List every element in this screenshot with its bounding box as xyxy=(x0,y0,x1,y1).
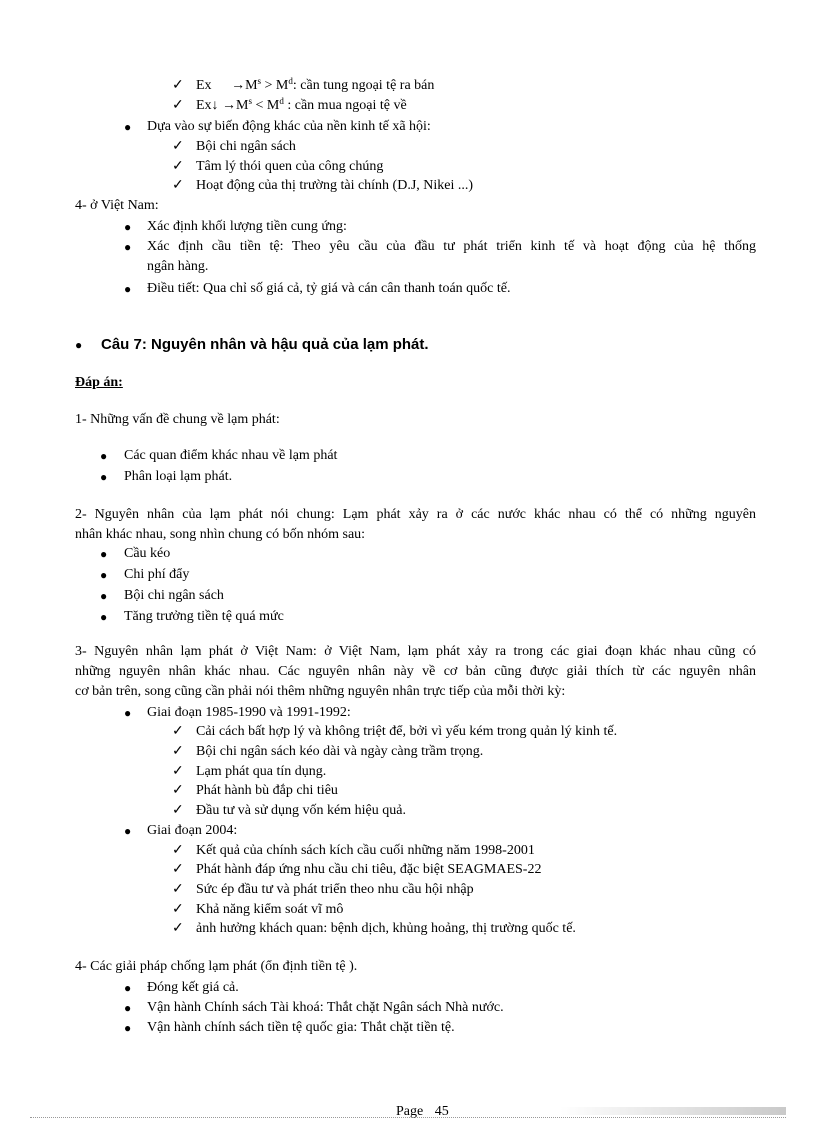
bullet-icon: ● xyxy=(100,589,108,603)
arrow-icon: → xyxy=(231,78,246,93)
check-icon: ✓ xyxy=(172,78,184,93)
check-icon: ✓ xyxy=(172,724,184,739)
bullet-icon: ● xyxy=(124,1021,132,1035)
list-item: Tăng trưởng tiền tệ quá mức xyxy=(124,609,284,624)
other-factors-title: Dựa vào sự biến động khác của nền kinh tế xã hội: xyxy=(147,119,431,134)
list-item: Phân loại lạm phát. xyxy=(124,469,233,484)
list-item: Đóng kết giá cả. xyxy=(147,980,239,995)
list-item: Các quan điểm khác nhau về lạm phát xyxy=(124,448,338,463)
list-item: Hoạt động của thị trường tài chính (D.J, Nikei ...) xyxy=(196,178,474,193)
list-item: Đầu tư và sử dụng vốn kém hiệu quả. xyxy=(196,803,406,818)
list-item: Bội chi ngân sách xyxy=(196,139,296,154)
list-item: Khả năng kiểm soát vĩ mô xyxy=(196,902,344,917)
list-item: Bội chi ngân sách kéo dài và ngày càng trầm trọng. xyxy=(196,744,484,759)
list-item: Chi phí đẩy xyxy=(124,567,190,582)
page-footer xyxy=(396,1103,449,1121)
list-item: Vận hành Chính sách Tài khoá: Thắt chặt Ngân sách Nhà nước. xyxy=(147,1000,504,1015)
question-title: Câu 7: Nguyên nhân và hậu quả của lạm phát. xyxy=(101,336,429,353)
section-3-line-2: những nguyên nhân khác nhau. Các nguyên nhân này về cơ bản cũng được giải thích từ các nguyên nhân xyxy=(75,664,756,679)
check-icon: ✓ xyxy=(172,882,184,897)
check-icon: ✓ xyxy=(172,178,184,193)
list-item: Vận hành chính sách tiền tệ quốc gia: Thắt chặt tiền tệ. xyxy=(147,1020,455,1035)
check-icon: ✓ xyxy=(172,783,184,798)
bullet-icon: ● xyxy=(100,568,108,582)
period-2-title: Giai đoạn 2004: xyxy=(147,823,238,838)
check-icon: ✓ xyxy=(172,902,184,917)
section-3-line-3: cơ bản trên, song cũng cần phải nói thêm những nguyên nhân trực tiếp của mỗi thời kỳ: xyxy=(75,684,566,699)
bullet-icon: ● xyxy=(75,338,83,352)
list-item: Tâm lý thói quen của công chúng xyxy=(196,159,384,174)
bullet-icon: ● xyxy=(124,981,132,995)
list-item: ảnh hưởng khách quan: bệnh dịch, khủng hoảng, thị trường quốc tế. xyxy=(196,921,576,936)
list-item: Kết quả của chính sách kích cầu cuối những năm 1998-2001 xyxy=(196,843,535,858)
bullet-icon: ● xyxy=(124,706,132,720)
section-4-title: 4- Các giải pháp chống lạm phát (ổn định tiền tệ ). xyxy=(75,959,358,974)
check-icon: ✓ xyxy=(172,139,184,154)
page-number: 45 xyxy=(434,1104,449,1119)
bullet-icon: ● xyxy=(100,547,108,561)
section-2-line-1: 2- Nguyên nhân của lạm phát nói chung: Lạm phát xảy ra ở các nước khác nhau có thể có những nguyên xyxy=(75,507,756,522)
section-2-line-2: nhân khác nhau, song nhìn chung có bốn nhóm sau: xyxy=(75,527,366,542)
check-icon: ✓ xyxy=(172,862,184,877)
list-item: Cải cách bất hợp lý và không triệt để, bởi vì yếu kém trong quản lý kinh tế. xyxy=(196,724,618,739)
list-item: Điều tiết: Qua chỉ số giá cả, tỷ giá và cán cân thanh toán quốc tế. xyxy=(147,281,511,296)
exchange-up-line: $Ex \to M^s > M^d$: cần tung ngoại tệ ra bán xyxy=(196,76,435,93)
vietnam-title: 4- ở Việt Nam: xyxy=(75,198,159,213)
check-icon: ✓ xyxy=(172,764,184,779)
footer-rule xyxy=(30,1117,786,1118)
check-icon: ✓ xyxy=(172,921,184,936)
answer-label: Đáp án: xyxy=(75,375,123,390)
list-item: Bội chi ngân sách xyxy=(124,588,224,603)
exchange-down-line: Ex↓ $\to M^s < M^d$ : cần mua ngoại tệ về xyxy=(196,96,407,113)
check-icon: ✓ xyxy=(172,803,184,818)
bullet-icon: ● xyxy=(124,282,132,296)
section-3-line-1: 3- Nguyên nhân lạm phát ở Việt Nam: ở Việt Nam, lạm phát xảy ra trong các giai đoạn khác nhau cũng có xyxy=(75,644,756,659)
list-item: Phát hành bù đắp chi tiêu xyxy=(196,783,338,798)
check-icon: ✓ xyxy=(172,744,184,759)
list-item: Cầu kéo xyxy=(124,546,171,561)
bullet-icon: ● xyxy=(100,449,108,463)
check-icon: ✓ xyxy=(172,843,184,858)
list-item: Xác định khối lượng tiền cung ứng: xyxy=(147,219,347,234)
section-1-title: 1- Những vấn đề chung về lạm phát: xyxy=(75,412,280,427)
list-item: Phát hành đáp ứng nhu cầu chi tiêu, đặc biệt SEAGMAES-22 xyxy=(196,862,542,877)
list-item: Sức ép đầu tư và phát triển theo nhu cầu hội nhập xyxy=(196,882,474,897)
bullet-icon: ● xyxy=(100,470,108,484)
page-label: Page xyxy=(396,1104,424,1119)
list-item-continuation: ngân hàng. xyxy=(147,259,209,274)
bullet-icon: ● xyxy=(124,120,132,134)
footer-shadow xyxy=(560,1107,786,1115)
bullet-icon: ● xyxy=(100,610,108,624)
period-1-title: Giai đoạn 1985-1990 và 1991-1992: xyxy=(147,705,351,720)
list-item: Xác định cầu tiền tệ: Theo yêu cầu của đầu tư phát triển kinh tế và hoạt động của hệ thống xyxy=(147,239,756,254)
bullet-icon: ● xyxy=(124,240,132,254)
bullet-icon: ● xyxy=(124,220,132,234)
list-item: Lạm phát qua tín dụng. xyxy=(196,764,327,779)
check-icon: ✓ xyxy=(172,159,184,174)
bullet-icon: ● xyxy=(124,1001,132,1015)
bullet-icon: ● xyxy=(124,824,132,838)
check-icon: ✓ xyxy=(172,98,184,113)
